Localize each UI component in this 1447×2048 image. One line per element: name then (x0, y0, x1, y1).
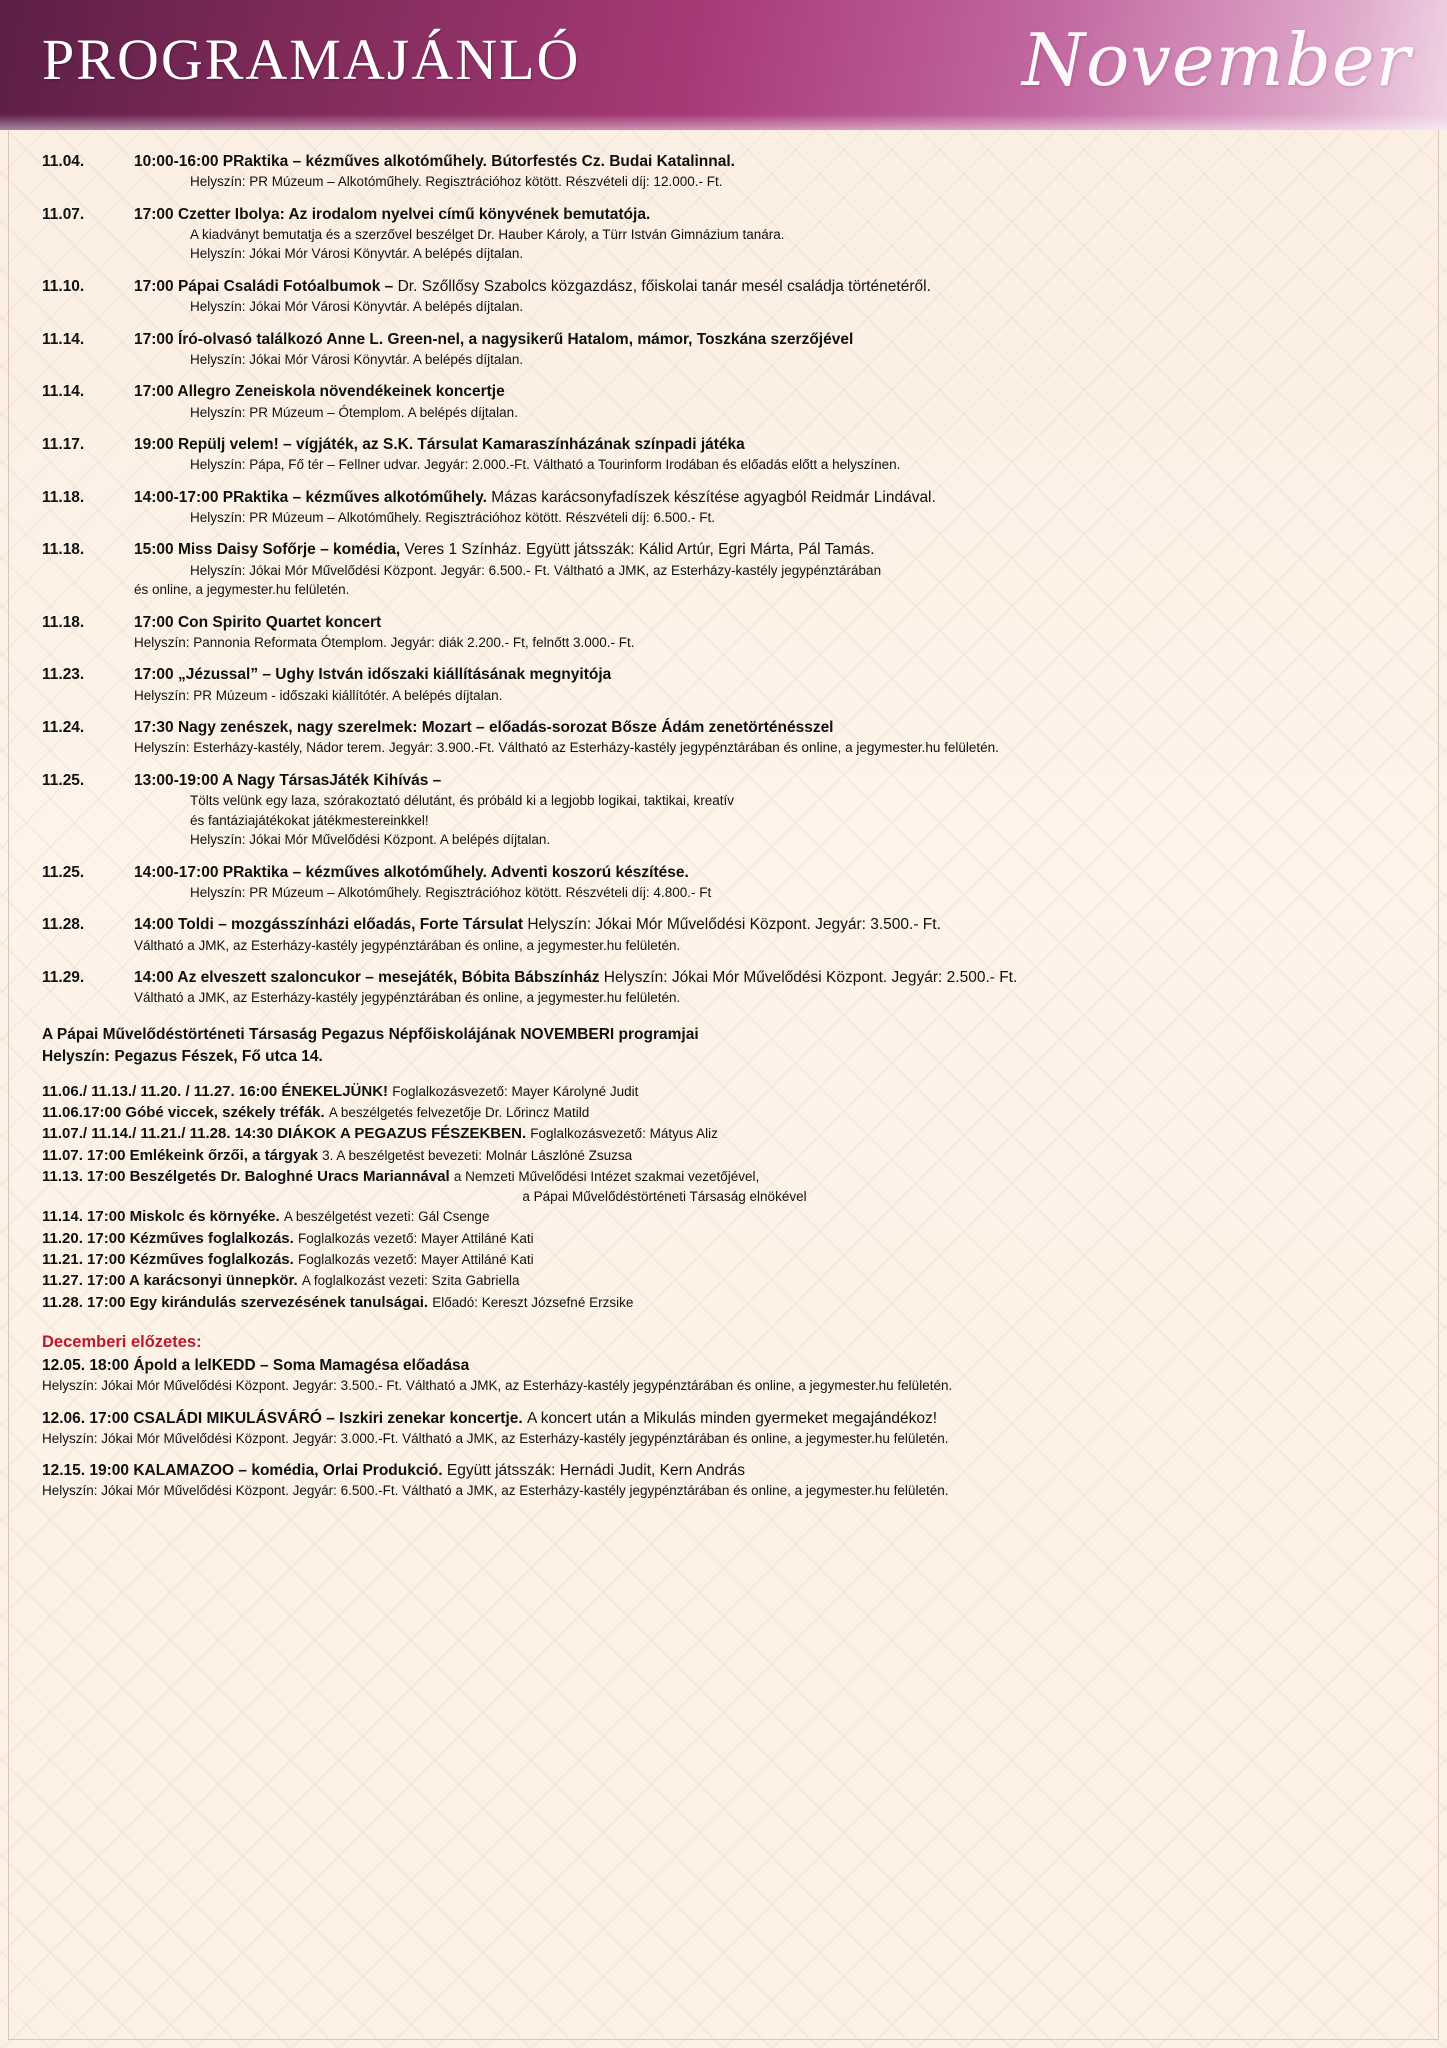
event-title-bold: 19:00 Repülj velem! – vígjáték, az S.K. Társulat Kamaraszínházának színpadi játéka (134, 436, 745, 454)
event-date: 11.18. (42, 613, 85, 631)
event-body (134, 205, 1407, 264)
event-date: 11.04. (42, 153, 85, 170)
pegazus-row-continuation: a Pápai Művelődéstörténeti Társaság elnökével (522, 1189, 807, 1205)
december-item-title-regular: A koncert után a Mikulás minden gyermeket megajándékoz! (526, 1409, 938, 1427)
december-item (42, 1461, 1407, 1501)
event-body (134, 152, 1407, 192)
december-item-title (42, 1461, 1407, 1482)
events-list (42, 152, 1407, 1008)
december-item (42, 1356, 1407, 1396)
event-date: 11.07. (42, 205, 85, 223)
event-title-regular: Helyszín: Jókai Mór Művelődési Központ. Jegyár: 2.500.- Ft. (603, 969, 1018, 987)
december-item-title-bold: 12.15. 19:00 KALAMAZOO – komédia, Orlai Produkció. (42, 1462, 447, 1480)
event-row (42, 915, 1407, 955)
event-title-regular: Mázas karácsonyfadíszek készítése agyagból Reidmár Lindával. (491, 488, 936, 506)
event-date: 11.28. (42, 916, 85, 934)
event-title (134, 488, 1407, 508)
pegazus-row-normal: 3. A beszélgetést bevezeti: Molnár Lászlóné Zsuzsa (322, 1147, 633, 1163)
event-date: 11.24. (42, 719, 85, 737)
event-date: 11.23. (42, 666, 85, 684)
event-body (134, 613, 1407, 653)
event-detail-line: Helyszín: Pápa, Fő tér – Fellner udvar. Jegyár: 2.000.-Ft. Váltható a Tourinform Irodában és előadás előtt a helyszínen. (190, 457, 901, 473)
event-date: 11.14. (42, 383, 85, 401)
pegazus-row-bold: 11.14. 17:00 Miskolc és környéke. (42, 1208, 284, 1226)
event-title (134, 665, 1407, 685)
pegazus-row (42, 1270, 1407, 1291)
december-list (42, 1356, 1407, 1501)
event-row (42, 488, 1407, 528)
month-label: November (1021, 18, 1411, 102)
event-row (42, 382, 1407, 422)
pegazus-row-normal: a Nemzeti Művelődési Intézet szakmai vezetőjével, (453, 1168, 760, 1184)
event-detail-line: és online, a jegymester.hu felületén. (134, 582, 350, 598)
event-row (42, 435, 1407, 475)
event-body (134, 382, 1407, 422)
event-date: 11.25. (42, 771, 85, 789)
pegazus-row-bold: 11.06./ 11.13./ 11.20. / 11.27. 16:00 ÉNEKELJÜNK! (42, 1082, 393, 1100)
event-title (134, 277, 1407, 297)
december-item-detail: Helyszín: Jókai Mór Művelődési Központ. Jegyár: 3.500.- Ft. Váltható a JMK, az Esterházy-kastély jegypénztárában és online, a jegymester.hu felületén. (42, 1377, 953, 1393)
event-title (134, 540, 1407, 560)
event-title (134, 382, 1407, 402)
pegazus-row (42, 1166, 1407, 1206)
event-title (134, 863, 1407, 883)
flyer-header (0, 0, 1447, 130)
event-row (42, 330, 1407, 370)
event-row (42, 613, 1407, 653)
event-detail-line: Tölts velünk egy laza, szórakoztató délutánt, és próbáld ki a legjobb logikai, taktikai, kreatív (190, 793, 735, 808)
event-detail-line: Váltható a JMK, az Esterházy-kastély jegypénztárában és online, a jegymester.hu felületén. (134, 990, 681, 1006)
december-item-title (42, 1409, 1407, 1430)
pegazus-row (42, 1145, 1407, 1166)
event-detail-line: Helyszín: Jókai Mór Művelődési Központ. Jegyár: 6.500.- Ft. Váltható a JMK, az Esterházy-kastély jegypénztárában (190, 562, 882, 578)
event-date: 11.25. (42, 863, 85, 881)
event-row (42, 277, 1407, 317)
event-title (134, 718, 1407, 738)
event-detail-line: A kiadványt bemutatja és a szerzővel beszélget Dr. Hauber Károly, a Türr István Gimnázium tanára. (190, 226, 785, 242)
event-body (134, 665, 1407, 705)
flyer-content (0, 130, 1447, 1524)
event-date: 11.18. (42, 541, 85, 559)
pegazus-row-normal: A beszélgetést vezeti: Gál Csenge (283, 1209, 490, 1225)
pegazus-row-bold: 11.27. 17:00 A karácsonyi ünnepkör. (42, 1272, 302, 1290)
event-detail-line: Helyszín: PR Múzeum – Alkotóműhely. Regisztrációhoz kötött. Részvételi díj: 6.500.- Ft. (190, 509, 715, 525)
pegazus-row (42, 1123, 1407, 1144)
pegazus-row (42, 1206, 1407, 1227)
event-title-bold: 10:00-16:00 PRaktika – kézműves alkotóműhely. Bútorfestés Cz. Budai Katalinnal. (134, 153, 735, 170)
event-title (134, 968, 1407, 988)
event-title (134, 771, 1407, 791)
event-detail-line: Helyszín: Pannonia Reformata Ótemplom. Jegyár: diák 2.200.- Ft, felnőtt 3.000.- Ft. (134, 634, 635, 650)
event-title-bold: 17:30 Nagy zenészek, nagy szerelmek: Mozart – előadás-sorozat Bősze Ádám zenetörténésszel (134, 719, 834, 737)
december-item-title (42, 1356, 1407, 1377)
pegazus-row-bold: 11.07./ 11.14./ 11.21./ 11.28. 14:30 DIÁKOK A PEGAZUS FÉSZEKBEN. (42, 1125, 531, 1143)
event-row (42, 771, 1407, 850)
event-body (134, 435, 1407, 475)
pegazus-row-normal: Foglalkozás vezető: Mayer Attiláné Kati (297, 1230, 534, 1246)
event-title-bold: 17:00 Czetter Ibolya: Az irodalom nyelvei című könyvének bemutatója. (134, 205, 651, 223)
event-body (134, 968, 1407, 1008)
event-title-bold: 17:00 Allegro Zeneiskola növendékeinek koncertje (134, 383, 505, 401)
event-body (134, 330, 1407, 370)
event-title (134, 330, 1407, 350)
event-title-bold: 14:00-17:00 PRaktika – kézműves alkotóműhely. Adventi koszorú készítése. (134, 863, 689, 881)
event-row (42, 205, 1407, 264)
event-title-regular: Veres 1 Színház. Együtt játsszák: Kálid Artúr, Egri Márta, Pál Tamás. (404, 541, 875, 559)
event-body (134, 915, 1407, 955)
event-detail-line: Helyszín: Esterházy-kastély, Nádor terem. Jegyár: 3.900.-Ft. Váltható az Esterházy-kastély jegypénztárában és online, a jegymester.hu felületén. (134, 740, 999, 756)
event-detail-line: Helyszín: PR Múzeum – Ótemplom. A belépés díjtalan. (190, 404, 518, 420)
event-row (42, 540, 1407, 599)
event-title-bold: 13:00-19:00 A Nagy TársasJáték Kihívás – (134, 771, 442, 789)
pegazus-row-normal: Foglalkozásvezető: Mayer Károlyné Judit (392, 1083, 639, 1099)
event-date: 11.10. (42, 277, 85, 295)
pegazus-row-bold: 11.07. 17:00 Emlékeink őrzői, a tárgyak (42, 1146, 323, 1164)
pegazus-row-bold: 11.06.17:00 Góbé viccek, székely tréfák. (42, 1104, 329, 1122)
event-detail-line: Helyszín: Jókai Mór Városi Könyvtár. A belépés díjtalan. (190, 246, 524, 262)
pegazus-heading-line2: Helyszín: Pegazus Fészek, Fő utca 14. (42, 1048, 323, 1066)
pegazus-row-bold: 11.28. 17:00 Egy kirándulás szervezésének tanulságai. (42, 1293, 433, 1311)
pegazus-row-normal: A foglalkozást vezeti: Szita Gabriella (301, 1273, 520, 1289)
event-body (134, 488, 1407, 528)
pegazus-row (42, 1102, 1407, 1123)
event-title-bold: 14:00-17:00 PRaktika – kézműves alkotóműhely. (134, 488, 492, 506)
pegazus-row-normal: Foglalkozás vezető: Mayer Attiláné Kati (297, 1251, 534, 1267)
december-item-title-regular: Együtt játsszák: Hernádi Judit, Kern András (446, 1462, 745, 1480)
event-body (134, 718, 1407, 758)
event-detail-line: Helyszín: Jókai Mór Városi Könyvtár. A belépés díjtalan. (190, 351, 524, 367)
event-title-bold: 14:00 Toldi – mozgásszínházi előadás, Forte Társulat (134, 916, 528, 934)
event-row (42, 863, 1407, 903)
pegazus-row-normal: Foglalkozásvezető: Mátyus Aliz (530, 1126, 718, 1142)
event-title (134, 915, 1407, 935)
event-title-bold: 17:00 Con Spirito Quartet koncert (134, 613, 382, 631)
event-title-regular: Dr. Szőllősy Szabolcs közgazdász, főiskolai tanár mesél családja történetéről. (397, 277, 931, 295)
december-item-title-bold: 12.05. 18:00 Ápold a lelKEDD – Soma Mamagésa előadása (42, 1356, 470, 1374)
event-detail-line: Helyszín: PR Múzeum - időszaki kiállítótér. A belépés díjtalan. (134, 687, 503, 703)
event-title-bold: 17:00 Író-olvasó találkozó Anne L. Green-nel, a nagysikerű Hatalom, mámor, Toszkána szerzőjével (134, 330, 854, 348)
pegazus-row-normal: Előadó: Kereszt Józsefné Erzsike (432, 1294, 634, 1310)
event-title (134, 205, 1407, 225)
event-detail-line: Helyszín: Jókai Mór Művelődési Központ. A belépés díjtalan. (190, 832, 551, 848)
event-body (134, 540, 1407, 599)
event-body (134, 277, 1407, 317)
event-body (134, 771, 1407, 850)
event-row (42, 665, 1407, 705)
event-title-bold: 15:00 Miss Daisy Sofőrje – komédia, (134, 541, 405, 559)
event-title-bold: 14:00 Az elveszett szaloncukor – mesejáték, Bóbita Bábszínház (134, 969, 604, 987)
pegazus-row (42, 1249, 1407, 1270)
december-preview-title: Decemberi előzetes: (42, 1332, 202, 1351)
event-detail-line: Helyszín: PR Múzeum – Alkotóműhely. Regisztrációhoz kötött. Részvételi díj: 4.800.- Ft (190, 884, 712, 900)
december-item-title-bold: 12.06. 17:00 CSALÁDI MIKULÁSVÁRÓ – Iszkiri zenekar koncertje. (42, 1409, 527, 1427)
pegazus-row-bold: 11.13. 17:00 Beszélgetés Dr. Baloghné Uracs Mariannával (42, 1167, 454, 1185)
pegazus-row (42, 1228, 1407, 1249)
december-item (42, 1409, 1407, 1449)
event-row (42, 968, 1407, 1008)
pegazus-row-bold: 11.20. 17:00 Kézműves foglalkozás. (42, 1229, 298, 1247)
event-title-bold: 17:00 Pápai Családi Fotóalbumok – (134, 277, 398, 295)
event-date: 11.17. (42, 436, 85, 454)
event-title (134, 435, 1407, 455)
pegazus-row (42, 1081, 1407, 1102)
december-item-detail: Helyszín: Jókai Mór Művelődési Központ. Jegyár: 3.000.-Ft. Váltható a JMK, az Esterházy-kastély jegypénztárában és online, a jegymester.hu felületén. (42, 1430, 949, 1446)
pegazus-row (42, 1292, 1407, 1313)
event-date: 11.18. (42, 488, 85, 506)
event-detail-line: Helyszín: PR Múzeum – Alkotóműhely. Regisztrációhoz kötött. Részvételi díj: 12.000.- Ft. (190, 174, 723, 190)
event-body (134, 863, 1407, 903)
event-title (134, 613, 1407, 633)
pegazus-heading (42, 1024, 1407, 1069)
event-title-regular: Helyszín: Jókai Mór Művelődési Központ. Jegyár: 3.500.- Ft. (527, 916, 941, 934)
event-detail-line: Helyszín: Jókai Mór Városi Könyvtár. A belépés díjtalan. (190, 299, 524, 315)
page-title: PROGRAMAJÁNLÓ (42, 27, 581, 92)
pegazus-list (42, 1081, 1407, 1313)
event-title-bold: 17:00 „Jézussal” – Ughy István időszaki kiállításának megnyitója (134, 666, 612, 684)
event-title (134, 152, 1407, 172)
pegazus-row-bold: 11.21. 17:00 Kézműves foglalkozás. (42, 1250, 298, 1268)
pegazus-row-normal: A beszélgetés felvezetője Dr. Lőrincz Matild (328, 1105, 590, 1121)
event-date: 11.29. (42, 969, 85, 987)
pegazus-heading-line1: A Pápai Művelődéstörténeti Társaság Pegazus Népfőiskolájának NOVEMBERI programjai (42, 1025, 699, 1043)
event-detail-line: Váltható a JMK, az Esterházy-kastély jegypénztárában és online, a jegymester.hu felületén. (134, 937, 681, 953)
event-date: 11.14. (42, 330, 85, 348)
december-item-detail: Helyszín: Jókai Mór Művelődési Központ. Jegyár: 6.500.-Ft. Váltható a JMK, az Esterházy-kastély jegypénztárában és online, a jegymester.hu felületén. (42, 1483, 949, 1499)
event-row (42, 718, 1407, 758)
event-detail-line: és fantáziajátékokat játékmestereinkkel! (190, 812, 429, 828)
event-row (42, 152, 1407, 192)
